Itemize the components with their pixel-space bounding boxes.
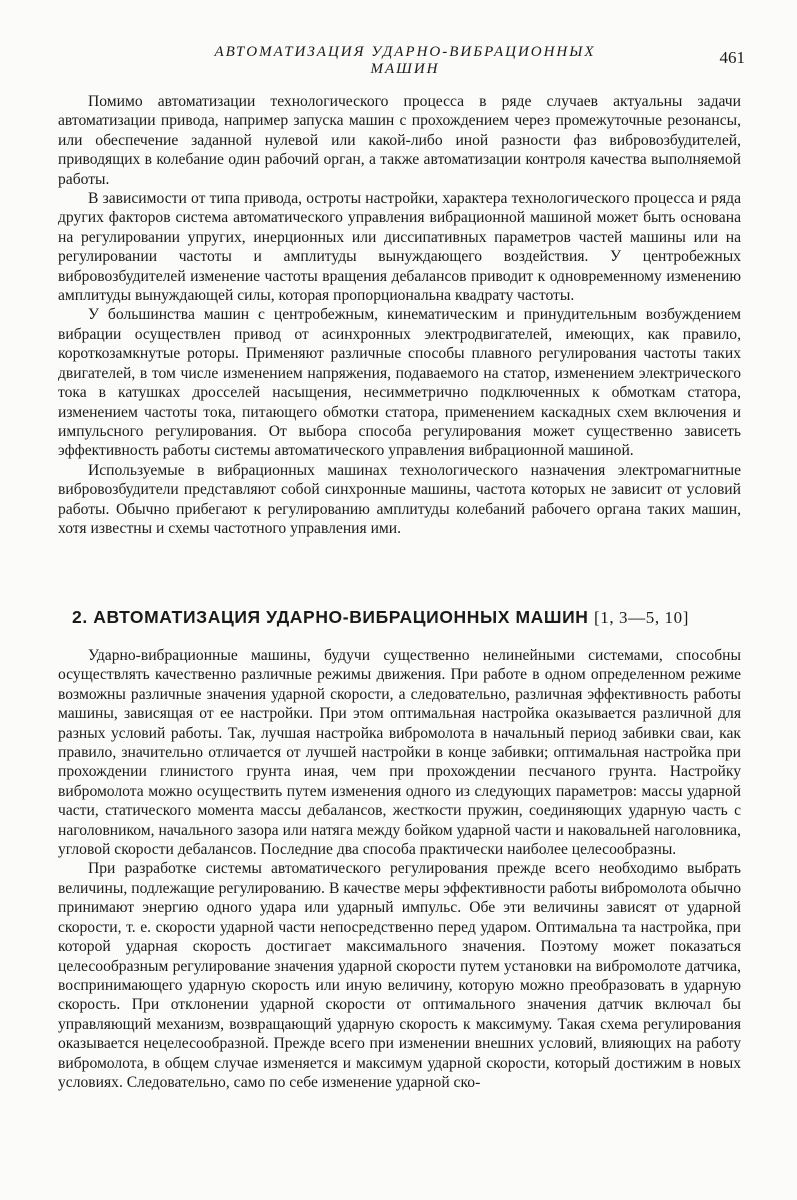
section-text bbox=[58, 646, 741, 1092]
page-number: 461 bbox=[719, 48, 745, 67]
paragraph: Помимо автоматизации технологического процесса в ряде случаев актуальны задачи автоматизации привода, например запуска машин с прохождением через промежуточные резонансы, или обеспечение заданной нулевой или какой-либо иной разности фаз вибровозбудителей, приводящих в колебание один рабочий орган, а также автоматизации контроля качества выполняемой работы. bbox=[58, 93, 741, 188]
section-heading bbox=[72, 607, 732, 628]
section-title: 2. АВТОМАТИЗАЦИЯ УДАРНО-ВИБРАЦИОННЫХ МАШИН bbox=[72, 607, 589, 627]
intro-text bbox=[58, 92, 741, 538]
paragraph: При разработке системы автоматического регулирования прежде всего необходимо выбрать величины, подлежащие регулированию. В качестве меры эффективности работы вибромолота обычно принимают энергию одного удара или ударный импульс. Обе эти величины зависят от ударной скорости, т. е. скорости ударной части непосредственно перед ударом. Оптимальна та настройка, при которой ударная скорость достигает максимального значения. Поэтому может показаться целесообразным регулирование значения ударной скорости путем установки на вибромолоте датчика, воспринимающего ударную скорость или иную величину, которую можно преобразовать в ударную скорость. При отклонении ударной скорости от оптимального значения датчик включал бы управляющий механизм, возвращающий ударную скорость к максимуму. Такая схема регулирования оказывается нецелесообразной. Прежде всего при изменении внешних условий, влияющих на работу вибромолота, в общем случае изменяется и максимум ударной скорости, который достижим в новых условиях. Следовательно, само по себе изменение ударной ско- bbox=[58, 860, 741, 1091]
paragraph: У большинства машин с центробежным, кинематическим и принудительным возбуждением вибрации осуществлен привод от асинхронных электродвигателей, имеющих, как правило, короткозамкнутые роторы. Применяют различные способы плавного регулирования частоты таких двигателей, в том числе изменением напряжения, подаваемого на статор, изменением электрического тока в катушках дросселей насыщения, несимметрично подключенных к обмоткам статора, изменением частоты тока, питающего обмотки статора, применением каскадных схем включения и импульсного регулирования. От выбора способа регулирования может существенно зависеть эффективность работы системы автоматического управления вибрационной машиной. bbox=[58, 306, 741, 460]
paragraph: Используемые в вибрационных машинах технологического назначения электромагнитные вибровозбудители представляют собой синхронные машины, частота которых не зависит от условий работы. Обычно прибегают к регулированию амплитуды колебаний рабочего органа таких машин, хотя известны и схемы частотного управления ими. bbox=[58, 461, 741, 537]
section-references: [1, 3—5, 10] bbox=[593, 608, 689, 627]
paragraph: Ударно-вибрационные машины, будучи существенно нелинейными системами, способны осуществлять качественно различные режимы движения. При работе в одном определенном режиме возможны различные значения ударной скорости, а следовательно, различная эффективность работы машины, зависящая от ее настройки. При этом оптимальная настройка оказывается различной для разных условий работы. Так, лучшая настройка вибромолота в начальный период забивки сваи, как правило, значительно отличается от лучшей настройки в конце забивки; оптимальная настройка при прохождении глинистого грунта иная, чем при прохождении песчаного грунта. Настройку вибромолота можно осуществить путем изменения одного из следующих параметров: массы ударной части, статического момента массы дебалансов, жесткости пружин, соединяющих ударную часть с наголовником, начального зазора или натяга между бойком ударной части и наковальней наголовника, угловой скорости дебалансов. Последние два способа практически наиболее целесообразны. bbox=[58, 647, 741, 859]
running-head: АВТОМАТИЗАЦИЯ УДАРНО-ВИБРАЦИОННЫХ МАШИН bbox=[214, 44, 596, 77]
paragraph: В зависимости от типа привода, остроты настройки, характера технологического процесса и ряда других факторов система автоматического управления вибрационной машиной может быть основана на регулировании упругих, инерционных или диссипативных параметров частей машины или на регулировании частоты и амплитуды вынуждающего воздействия. У центробежных вибровозбудителей изменение частоты вращения дебалансов приводит к одновременному изменению амплитуды вынуждающей силы, которая пропорциональна квадрату частоты. bbox=[58, 190, 741, 305]
